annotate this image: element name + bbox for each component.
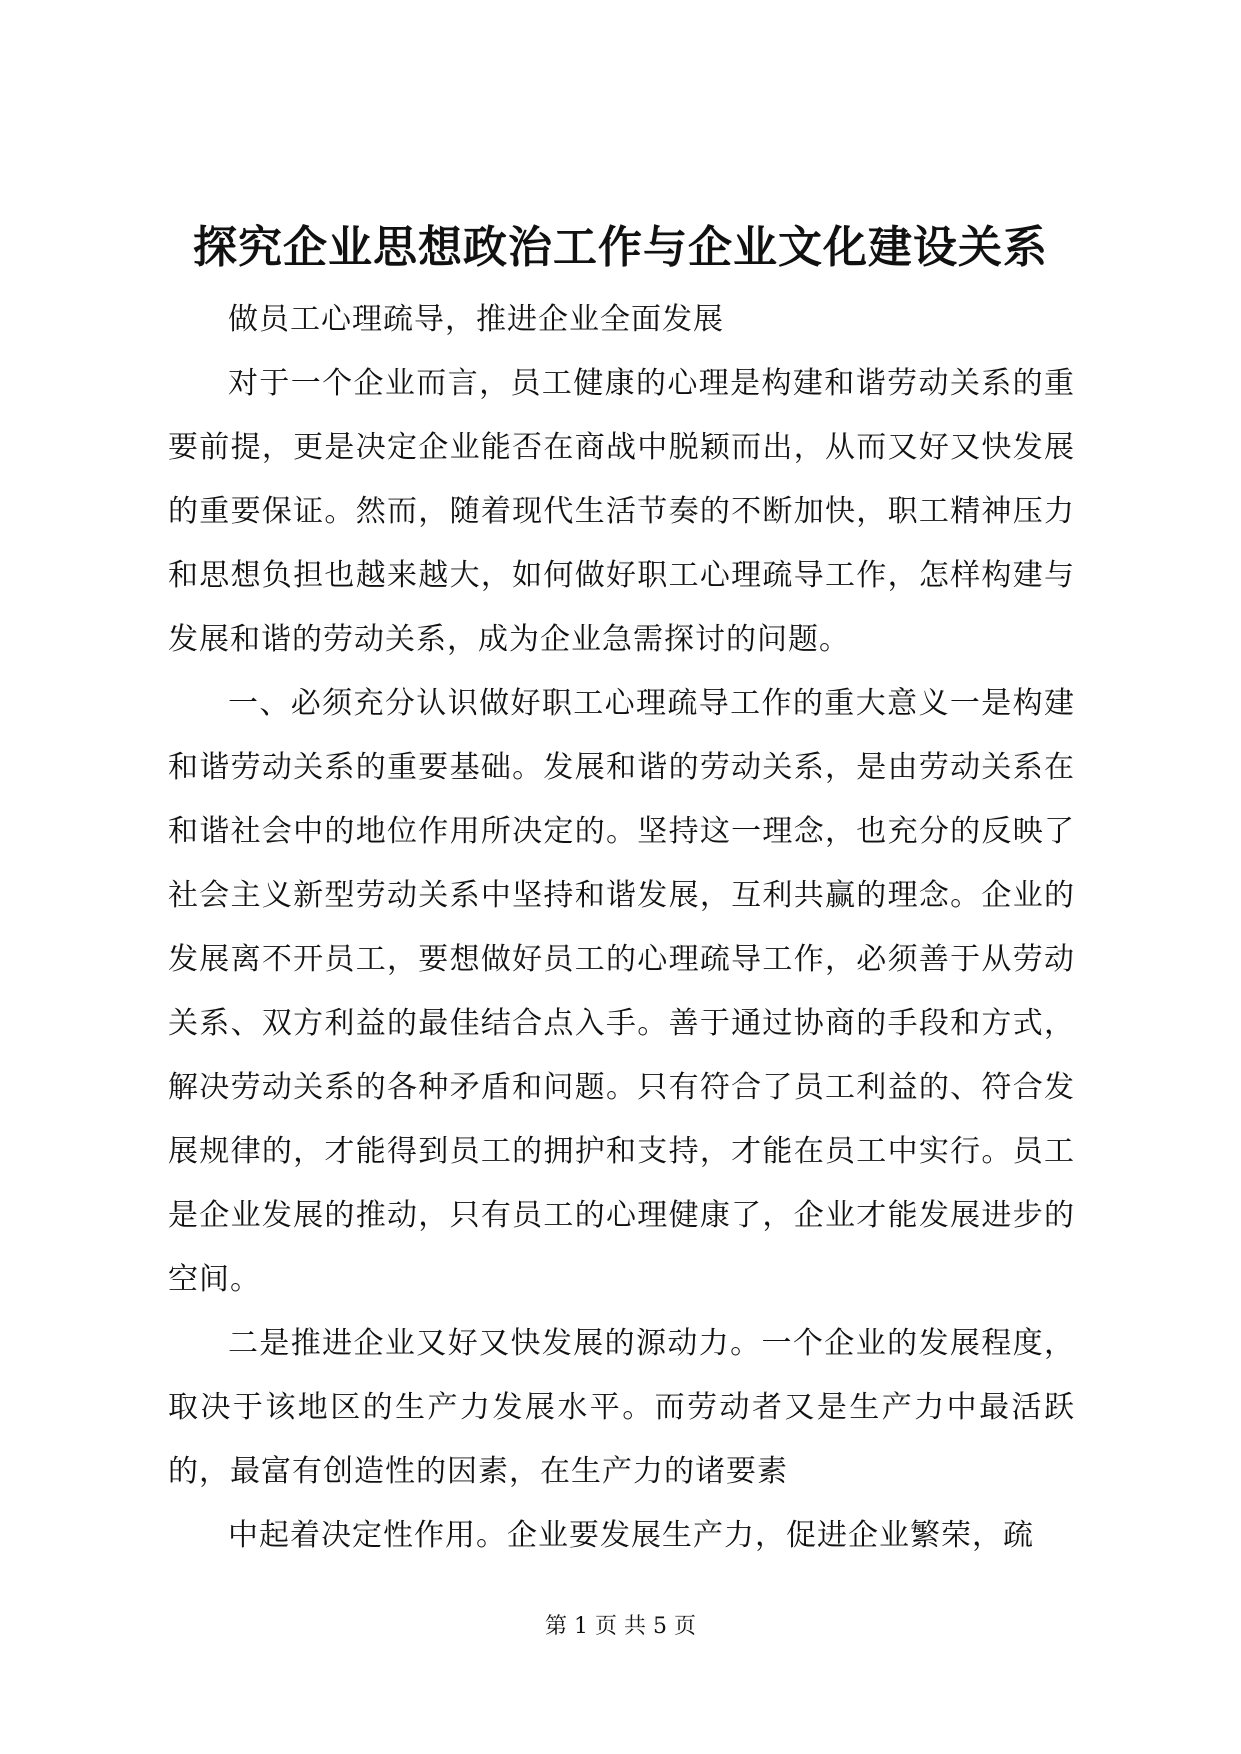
document-body — [168, 288, 1075, 1568]
paragraph: 二是推进企业又好又快发展的源动力。一个企业的发展程度，取决于该地区的生产力发展水平。而劳动者又是生产力中最活跃的，最富有创造性的因素，在生产力的诸要素 — [168, 1326, 1075, 1489]
paragraph: 一、必须充分认识做好职工心理疏导工作的重大意义一是构建和谐劳动关系的重要基础。发展和谐的劳动关系，是由劳动关系在和谐社会中的地位作用所决定的。坚持这一理念，也充分的反映了社会主义新型劳动关系中坚持和谐发展，互利共赢的理念。企业的发展离不开员工，要想做好员工的心理疏导工作，必须善于从劳动关系、双方利益的最佳结合点入手。善于通过协商的手段和方式，解决劳动关系的各种矛盾和问题。只有符合了员工利益的、符合发展规律的，才能得到员工的拥护和支持，才能在员工中实行。员工是企业发展的推动，只有员工的心理健康了，企业才能发展进步的空间。 — [168, 686, 1075, 1297]
document-title: 探究企业思想政治工作与企业文化建设关系 — [193, 222, 1048, 273]
page-number-footer: 第 1 页 共 5 页 — [545, 1614, 696, 1639]
paragraph: 对于一个企业而言，员工健康的心理是构建和谐劳动关系的重要前提，更是决定企业能否在商战中脱颖而出，从而又好又快发展的重要保证。然而，随着现代生活节奏的不断加快，职工精神压力和思想负担也越来越大，如何做好职工心理疏导工作，怎样构建与发展和谐的劳动关系，成为企业急需探讨的问题。 — [168, 366, 1075, 657]
paragraph-subtitle: 做员工心理疏导，推进企业全面发展 — [228, 302, 724, 337]
paragraph: 中起着决定性作用。企业要发展生产力，促进企业繁荣，疏 — [228, 1518, 1034, 1553]
